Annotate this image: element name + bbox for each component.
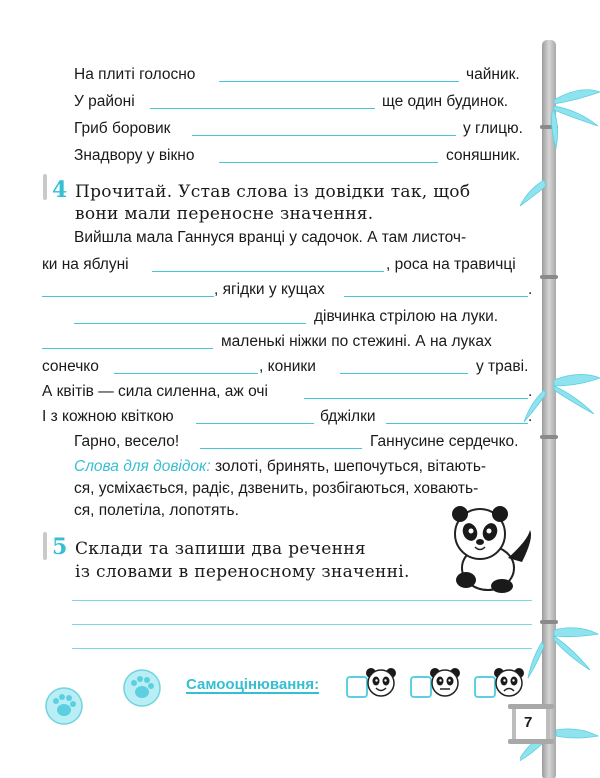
task4-number: 4 [52,177,68,203]
blank-6[interactable] [42,296,214,297]
task5-title-line1: Склади та запиши два речення [75,539,366,559]
page-number: 7 [524,714,533,731]
task4-text-line6a: сонечко [42,358,99,375]
task5-bracket [43,532,47,560]
task4-bracket [43,174,47,200]
task4-text-line8b: бджілки [320,408,376,425]
blank-15[interactable] [200,448,362,449]
hint-label: Слова для довідок: [74,458,211,475]
blank-2[interactable] [150,108,375,109]
task4-text-line3-end: . [528,281,533,298]
hint-words-1: золоті, бринять, шепочуться, вітають- [210,458,487,475]
task4-text-line9b: Ганнусине сердечко. [370,433,519,450]
blank-5[interactable] [152,271,384,272]
task4-text-line8a: І з кожною квіткою [42,408,174,425]
writing-line-2[interactable] [72,624,532,625]
task4-text-line4: дівчинка стрілою на луки. [314,308,499,325]
blank-9[interactable] [42,348,213,349]
task4-text-line7-end: . [528,383,533,400]
blank-12[interactable] [304,398,528,399]
hint-words-2: ся, усміхається, радіє, дзвенить, розбігаються, ховають- [74,480,479,497]
blank-8[interactable] [74,323,306,324]
task4-text-line3: , ягідки у кущах [214,281,325,298]
paw-print-icon [44,686,84,726]
blank-14[interactable] [386,423,528,424]
blank-10[interactable] [114,373,258,374]
sentence-1-start: На плиті голосно [74,66,196,83]
hint-words-3: ся, полетіла, лопотять. [74,502,239,519]
task4-text-line9a: Гарно, весело! [74,433,180,450]
panda-illustration [440,500,540,595]
task4-text-line6c: у траві. [476,358,529,375]
writing-line-1[interactable] [72,600,532,601]
task4-title-line1: Прочитай. Устав слова із довідки так, щоб [75,182,471,202]
sentence-1-end: чайник. [466,66,520,83]
sentence-2-start: У районі [74,93,135,110]
task4-text-line1: Вийшла мала Ганнуся вранці у садочок. А там листоч- [74,229,467,246]
task4-text-line7: А квітів — сила силенна, аж очі [42,383,268,400]
panda-face-happy-icon [364,666,398,698]
sentence-4-end: соняшник. [446,147,521,164]
hint-line1 [74,458,486,476]
writing-line-3[interactable] [72,648,532,649]
sentence-3-start: Гриб боровик [74,120,171,137]
sentence-4-start: Знадвору у вікно [74,147,195,164]
self-assessment-label: Самооцінювання: [186,676,320,693]
paw-print-icon [122,668,162,708]
task4-title-line2: вони мали переносне значення. [75,204,374,224]
blank-11[interactable] [340,373,468,374]
blank-13[interactable] [196,423,314,424]
task4-text-line2b: , роса на травичці [386,256,516,273]
task5-number: 5 [52,534,68,560]
panda-face-neutral-icon [428,666,462,698]
blank-1[interactable] [219,81,459,82]
task4-text-line6b: , коники [259,358,316,375]
sentence-3-end: у глицю. [463,120,523,137]
blank-3[interactable] [192,135,456,136]
task5-title-line2: із словами в переносному значенні. [75,562,410,582]
blank-4[interactable] [219,162,438,163]
bamboo-decoration [520,30,600,778]
panda-face-sad-icon [492,666,526,698]
task4-text-line5: маленькі ніжки по стежині. А на луках [221,333,492,350]
task4-text-line2a: ки на яблуні [42,256,129,273]
sentence-2-end: ще один будинок. [382,93,509,110]
blank-7[interactable] [344,296,528,297]
task4-text-line8-end: . [528,408,533,425]
